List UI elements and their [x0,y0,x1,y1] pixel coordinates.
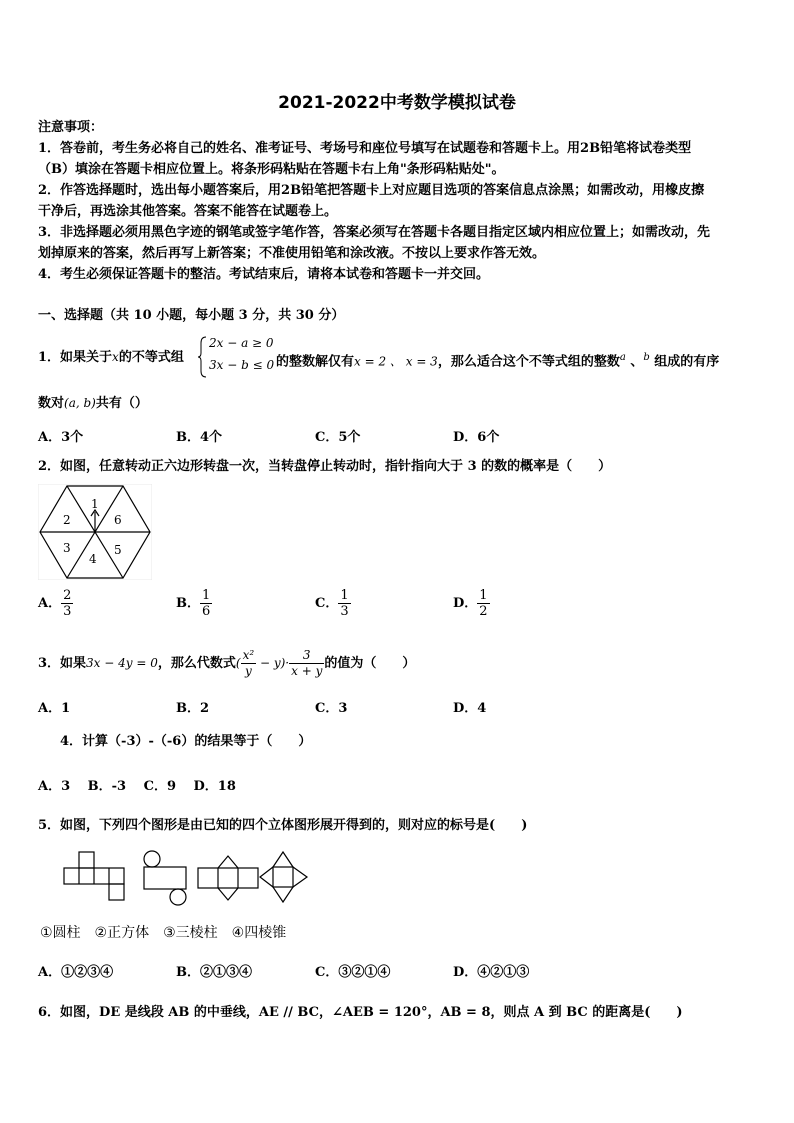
option-a[interactable]: A． $\frac{2}{3}$ [38,588,72,619]
sector-label: 5 [114,543,122,557]
notes-line: 3．非选择题必须用黑色字迹的钢笔或签字笔作答，答案必须写在答题卡各题目指定区域内相应位置上；如需改动，先 [38,225,711,240]
option-c[interactable]: C．3 [315,701,348,716]
question-6-stem: 6．如图，DE 是线段 AB 的中垂线，AE // BC，∠AEB = 120°，AB = 8，则点 A 到 BC 的距离是( ) [38,1005,683,1020]
option-d[interactable]: D．④②①③ [453,965,530,980]
sector-label: 1 [91,497,99,511]
cube-net [64,852,124,900]
question-4-stem: 4．计算（-3）-（-6）的结果等于（ ） [60,734,312,749]
question-4-options[interactable]: A．3 B．-3 C．9 D．18 [38,779,236,794]
option-b[interactable]: B．②①③④ [176,965,252,980]
notes-line: 4．考生必须保证答题卡的整洁。考试结束后，请将本试卷和答题卡一并交回。 [38,267,490,282]
section-heading: 一、选择题（共 10 小题，每小题 3 分，共 30 分） [38,308,345,323]
inequality-system [198,335,276,379]
question-5-stem: 5．如图，下列四个图形是由已知的四个立体图形展开得到的，则对应的标号是( ) [38,818,528,833]
option-b[interactable]: B． $\frac{1}{6}$ [176,588,211,619]
hexagon-spinner-figure [38,484,152,580]
sector-label: 6 [114,513,122,527]
option-c[interactable]: C．③②①④ [315,965,391,980]
notes-line: 干净后，再选涂其他答案。答案不能答在试题卷上。 [38,204,338,219]
option-d[interactable]: D． $\frac{1}{2}$ [453,588,488,619]
notes-line: 1．答卷前，考生务必将自己的姓名、准考证号、考场号和座位号填写在试题卷和答题卡上。用2B铅笔将试卷类型 [38,141,692,156]
brace-icon [198,335,208,379]
notes-line: （B）填涂在答题卡相应位置上。将条形码粘贴在答题卡右上角"条形码粘贴处"。 [38,162,505,177]
sector-label: 3 [63,541,71,555]
shape-labels: ①圆柱 ②正方体 ③三棱柱 ④四棱锥 [40,925,287,941]
option-c[interactable]: C．5个 [315,430,361,445]
sector-label: 4 [89,552,97,566]
option-d[interactable]: D．4 [453,701,487,716]
notes-line: 2．作答选择题时，选出每小题答案后，用2B铅笔把答题卡上对应题目选项的答案信息点涂黑；如需改动，用橡皮擦 [38,183,705,198]
question-1-stem-cont: 的整数解仅有x = 2 、 x = 3，那么适合这个不等式组的整数$^a$ 、$^b$ 组成的有序 [276,352,720,370]
option-d[interactable]: D．6个 [453,430,500,445]
option-b[interactable]: B．2 [176,701,210,716]
option-a[interactable]: A．1 [38,701,71,716]
page-title: 2021-2022中考数学模拟试卷 [278,93,516,113]
option-a[interactable]: A．3个 [38,430,84,445]
solid-nets-figure [60,850,310,906]
question-1-stem-line2: 数对(a, b)共有（） [38,396,148,411]
question-2-stem: 2．如图，任意转动正六边形转盘一次，当转盘停止转动时，指针指向大于 3 的数的概率是（ ） [38,459,612,474]
inequality-1: 2x − a ≥ 0 [209,336,274,350]
question-3-stem: 3．如果3x − 4y = 0，那么代数式( $\frac{\text{x²}}{y}$ − y)· $\frac{3}{x + y}$ 的值为（ ） [38,648,416,678]
notes-line: 划掉原来的答案，然后再写上新答案；不准使用铅笔和涂改液。不按以上要求作答无效。 [38,246,546,261]
notes-heading: 注意事项： [38,120,104,135]
pyramid-net [260,852,307,902]
cylinder-net [144,851,186,905]
inequality-2: 3x − b ≤ 0 [209,358,275,372]
option-c[interactable]: C． $\frac{1}{3}$ [315,588,349,619]
option-b[interactable]: B．4个 [176,430,223,445]
question-1-stem: 1．如果关于x的不等式组 [38,350,184,365]
sector-label: 2 [63,513,71,527]
option-a[interactable]: A．①②③④ [38,965,114,980]
prism-net [198,856,258,900]
